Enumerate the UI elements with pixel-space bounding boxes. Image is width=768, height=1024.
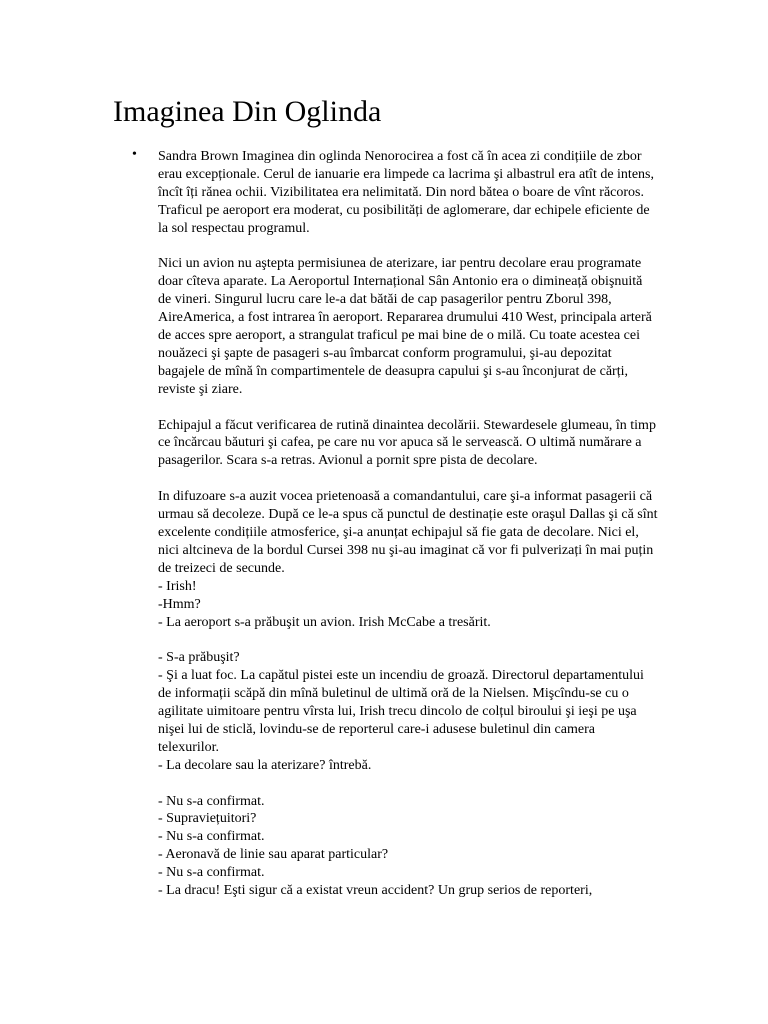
bullet-marker: • (132, 147, 137, 162)
dialog-block: - S-a prăbuşit? - Şi a luat foc. La capătul pistei este un incendiu de groază. Directorul departamentului de informații scăpă din mînă buletinul de ultimă oră de la Nielsen. Mişcîndu-se cu o agilitate uimitoare pentru vîrsta lui, Irish trecu dincolo de colțul biroului şi ieşi pe uşa nişei lui de sticlă, lovindu-se de reporterul care-i adusese buletinul din camera telexurilor. - La decolare sau la aterizare? întrebă. (158, 650, 644, 773)
dialog-block: - Nu s-a confirmat. - Supraviețuitori? - Nu s-a confirmat. - Aeronavă de linie sau aparat particular? - Nu s-a confirmat. - La dracu! Eşti sigur că a existat vreun accident? Un grup serios de reporteri, (158, 793, 593, 899)
document-title: Imaginea Din Oglinda (113, 95, 382, 128)
paragraph: Sandra Brown Imaginea din oglinda Nenorocirea a fost că în acea zi condițiile de zbor erau excepționale. Cerul de ianuarie era limpede ca lacrima şi albastrul era atît de intens, încît îți rănea ochii. Vizibilitatea era nelimitată. Din nord bătea o boare de vînt răcoros. Traficul pe aeroport era moderat, cu posibilități de aglomerare, dar echipele eficiente de la sol respectau programul. (158, 149, 654, 236)
paragraph: Nici un avion nu aştepta permisiunea de aterizare, iar pentru decolare erau programate doar cîteva aparate. La Aeroportul Internațional Sân Antonio era o dimineață obişnuită de vineri. Singurul lucru care le-a dat bătăi de cap pasagerilor pentru Zborul 398, AireAmerica, a fost intrarea în aeroport. Repararea drumului 410 West, principala arteră de acces spre aeroport, a strangulat traficul pe mai bine de o milă. Cu toate acestea cei nouăzeci şi şapte de pasageri s-au îmbarcat conform programului, şi-au depozitat bagajele de mînă în compartimentele de deasupra capului şi s-au înconjurat de cărți, reviste şi ziare. (158, 256, 652, 397)
dialog-block: In difuzoare s-a auzit vocea prietenoasă a comandantului, care şi-a informat pasagerii că urmau să decoleze. După ce le-a spus că punctul de destinație este oraşul Dallas şi că sînt excelente condițiile atmosferice, şi-a anunțat echipajul să fie gata de decolare. Nici el, nici altcineva de la bordul Cursei 398 nu şi-au imaginat că vor fi pulverizați în mai puțin de treizeci de secunde. - Irish! -Hmm? - La aeroport s-a prăbuşit un avion. Irish McCabe a tresărit. (158, 489, 658, 630)
document-body (158, 148, 658, 900)
paragraph: Echipajul a făcut verificarea de rutină dinaintea decolării. Stewardesele glumeau, în timp ce încărcau băuturi şi cafea, pe care nu vor apuca să le servească. O ultimă numărare a pasagerilor. Scara s-a retras. Avionul a pornit spre pista de decolare. (158, 417, 656, 469)
